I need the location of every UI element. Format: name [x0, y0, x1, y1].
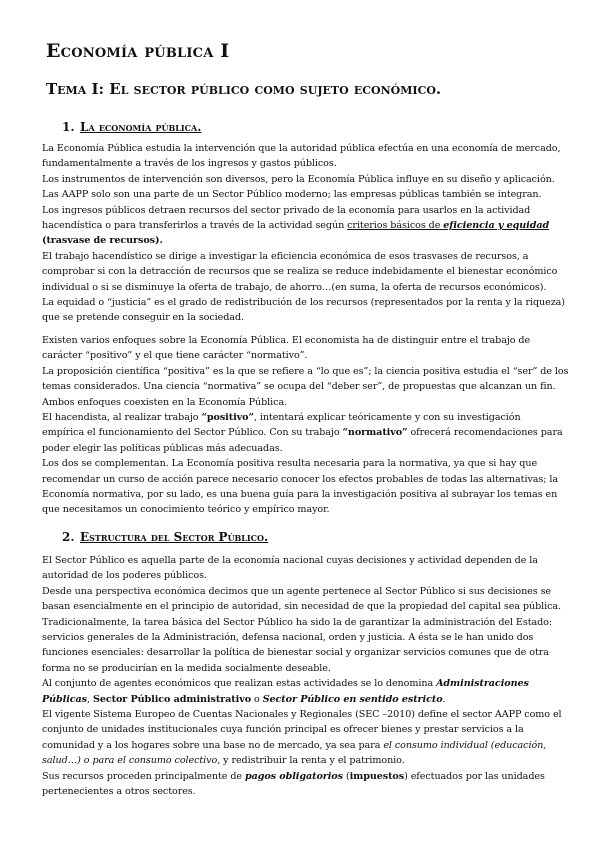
section-number: 1.	[62, 120, 75, 134]
text-run: ) efectuados por las unidades	[404, 770, 545, 782]
italic-term: salud…) o para el consumo colectivo	[42, 755, 218, 767]
bold-term: “normativo”	[342, 427, 408, 439]
topic-heading: Tema I: El sector público como sujeto económico.	[46, 80, 442, 98]
text-line: basan esencialmente en el principio de autoridad, sin necesidad de que la propiedad del capital sea pública.	[42, 601, 562, 613]
section-heading-2	[62, 530, 268, 544]
emphasis-term: eficiencia y equidad	[443, 220, 550, 232]
text-line: servicios generales de la Administración, defensa nacional, orden y justicia. A ésta se le han unido dos	[42, 632, 534, 644]
paragraph-block-estructura	[42, 553, 570, 800]
text-line: La equidad o “justicia” es el grado de redistribución de los recursos (representados por la renta y la riqueza)	[42, 297, 565, 309]
text-run: ,	[87, 693, 93, 705]
text-line	[42, 425, 570, 440]
text-run: Al conjunto de agentes económicos que realizan estas actividades se lo denomina	[42, 678, 437, 690]
text-line: Existen varios enfoques sobre la Economía Pública. El economista ha de distinguir entre el trabajo de	[42, 335, 531, 346]
text-line: Tradicionalmente, la tarea básica del Sector Público ha sido la de garantizar la administración del Estado:	[42, 616, 553, 628]
text-line: La proposición científica “positiva” es la que se refiere a “lo que es”; la ciencia positiva estudia el “ser” de los	[42, 365, 569, 377]
emphasis-term: pagos obligatorios	[244, 770, 343, 782]
emphasis-term: Sector Público en sentido estricto	[262, 693, 443, 705]
text-line: Los dos se complementan. La Economía positiva resulta necesaria para la normativa, ya que si hay que	[42, 458, 538, 470]
section-number: 2.	[62, 530, 75, 544]
text-run: El hacendista, al realizar trabajo	[42, 412, 202, 424]
section-title: La economía pública.	[80, 120, 202, 134]
document-title: Economía pública I	[46, 40, 230, 62]
text-run: , y redistribuir la renta y el patrimonio.	[217, 755, 405, 767]
text-line	[42, 676, 570, 691]
text-line: carácter “positivo” y el que tiene carácter “normativo”.	[42, 350, 308, 362]
text-line	[42, 738, 570, 753]
text-run: criterios básicos de	[347, 220, 444, 232]
text-line: El vigente Sistema Europeo de Cuentas Nacionales y Regionales (SEC –2010) define el sector AAPP como el	[42, 709, 562, 721]
text-line: que se pretende conseguir en la sociedad.	[42, 312, 244, 324]
text-line: Desde una perspectiva económica decimos que un agente pertenece al Sector Público si sus decisiones se	[42, 585, 552, 597]
bold-term: impuestos	[349, 770, 405, 782]
text-run: ofrecerá recomendaciones para	[407, 427, 563, 439]
text-run: empírica el funcionamiento del Sector Público. Con su trabajo	[42, 427, 343, 439]
text-run: .	[442, 693, 446, 705]
underlined-term	[347, 220, 549, 231]
text-line: El trabajo hacendístico se dirige a investigar la eficiencia económica de esos trasvases de recursos, a	[42, 250, 529, 262]
paragraph-block-enfoques	[42, 333, 570, 518]
bold-term: “positivo”	[201, 412, 254, 424]
text-line: pertenecientes a otros sectores.	[42, 786, 196, 798]
text-line	[42, 753, 570, 768]
text-line: Los instrumentos de intervención son diversos, pero la Economía Pública influye en su diseño y aplicación.	[42, 173, 555, 185]
text-run: , intentará explicar teóricamente y con su investigación	[253, 412, 521, 424]
text-line: funciones esenciales: desarrollar la política de bienestar social y organizar servicios comunes que de otra	[42, 647, 549, 659]
text-line: que necesitamos un conocimiento teórico y empírico mayor.	[42, 504, 330, 516]
text-line: (trasvase de recursos).	[42, 235, 163, 247]
text-line: La Economía Pública estudia la intervención que la autoridad pública efectúa en una economía de mercado,	[42, 143, 561, 154]
text-line: autoridad de los poderes públicos.	[42, 570, 207, 582]
paragraph-block-economia-publica	[42, 141, 570, 326]
text-run: hacendística o para transferirlos a través de la actividad según	[42, 220, 348, 232]
text-line: forma no se producirían en la medida socialmente deseable.	[42, 662, 331, 674]
text-line: Las AAPP solo son una parte de un Sector Público moderno; las empresas públicas también se integran.	[42, 189, 542, 201]
text-line: Economía normativa, por su lado, es una buena guía para la investigación positiva al subrayar los temas en	[42, 489, 558, 501]
text-line: Los ingresos públicos detraen recursos del sector privado de la economía para usarlos en la actividad	[42, 204, 531, 216]
section-title: Estructura del Sector Público.	[80, 530, 269, 544]
text-line	[42, 410, 570, 425]
text-line: fundamentalmente a través de los ingresos y gastos públicos.	[42, 158, 337, 170]
text-line	[42, 218, 570, 233]
emphasis-term: Públicas	[42, 693, 88, 705]
text-line: conjunto de unidades institucionales cuya función principal es ofrecer bienes y prestar servicios a la	[42, 724, 524, 736]
text-line	[42, 692, 570, 707]
text-run: o	[251, 693, 263, 705]
text-line	[42, 769, 570, 784]
text-line: recomendar un curso de acción parece necesario conocer los efectos probables de todas las alternativas; la	[42, 473, 559, 485]
bold-term: Sector Público administrativo	[92, 693, 252, 705]
text-run: comunidad y a los hogares sobre una base no de mercado, ya sea para	[42, 739, 384, 751]
text-line: temas considerados. Una ciencia “normativa” se ocupa del “deber ser”, de propuestas que alcanzan un fin.	[42, 381, 556, 393]
text-line: comprobar si con la detracción de recursos que se realiza se reduce indebidamente el bienestar económico	[42, 266, 558, 278]
text-line: El Sector Público es aquella parte de la economía nacional cuyas decisiones y actividad dependen de la	[42, 555, 538, 566]
text-line: individual o si se disminuye la oferta de trabajo, de ahorro…(en suma, la oferta de recursos económicos).	[42, 281, 547, 293]
text-run: (	[342, 770, 350, 782]
section-heading-1	[62, 120, 201, 134]
text-line: Ambos enfoques coexisten en la Economía Pública.	[42, 396, 288, 408]
text-run: Sus recursos proceden principalmente de	[42, 770, 245, 782]
text-line: poder elegir las políticas públicas más adecuadas.	[42, 442, 283, 454]
emphasis-term: Administraciones	[436, 678, 529, 690]
italic-term: el consumo individual (educación,	[383, 739, 547, 751]
